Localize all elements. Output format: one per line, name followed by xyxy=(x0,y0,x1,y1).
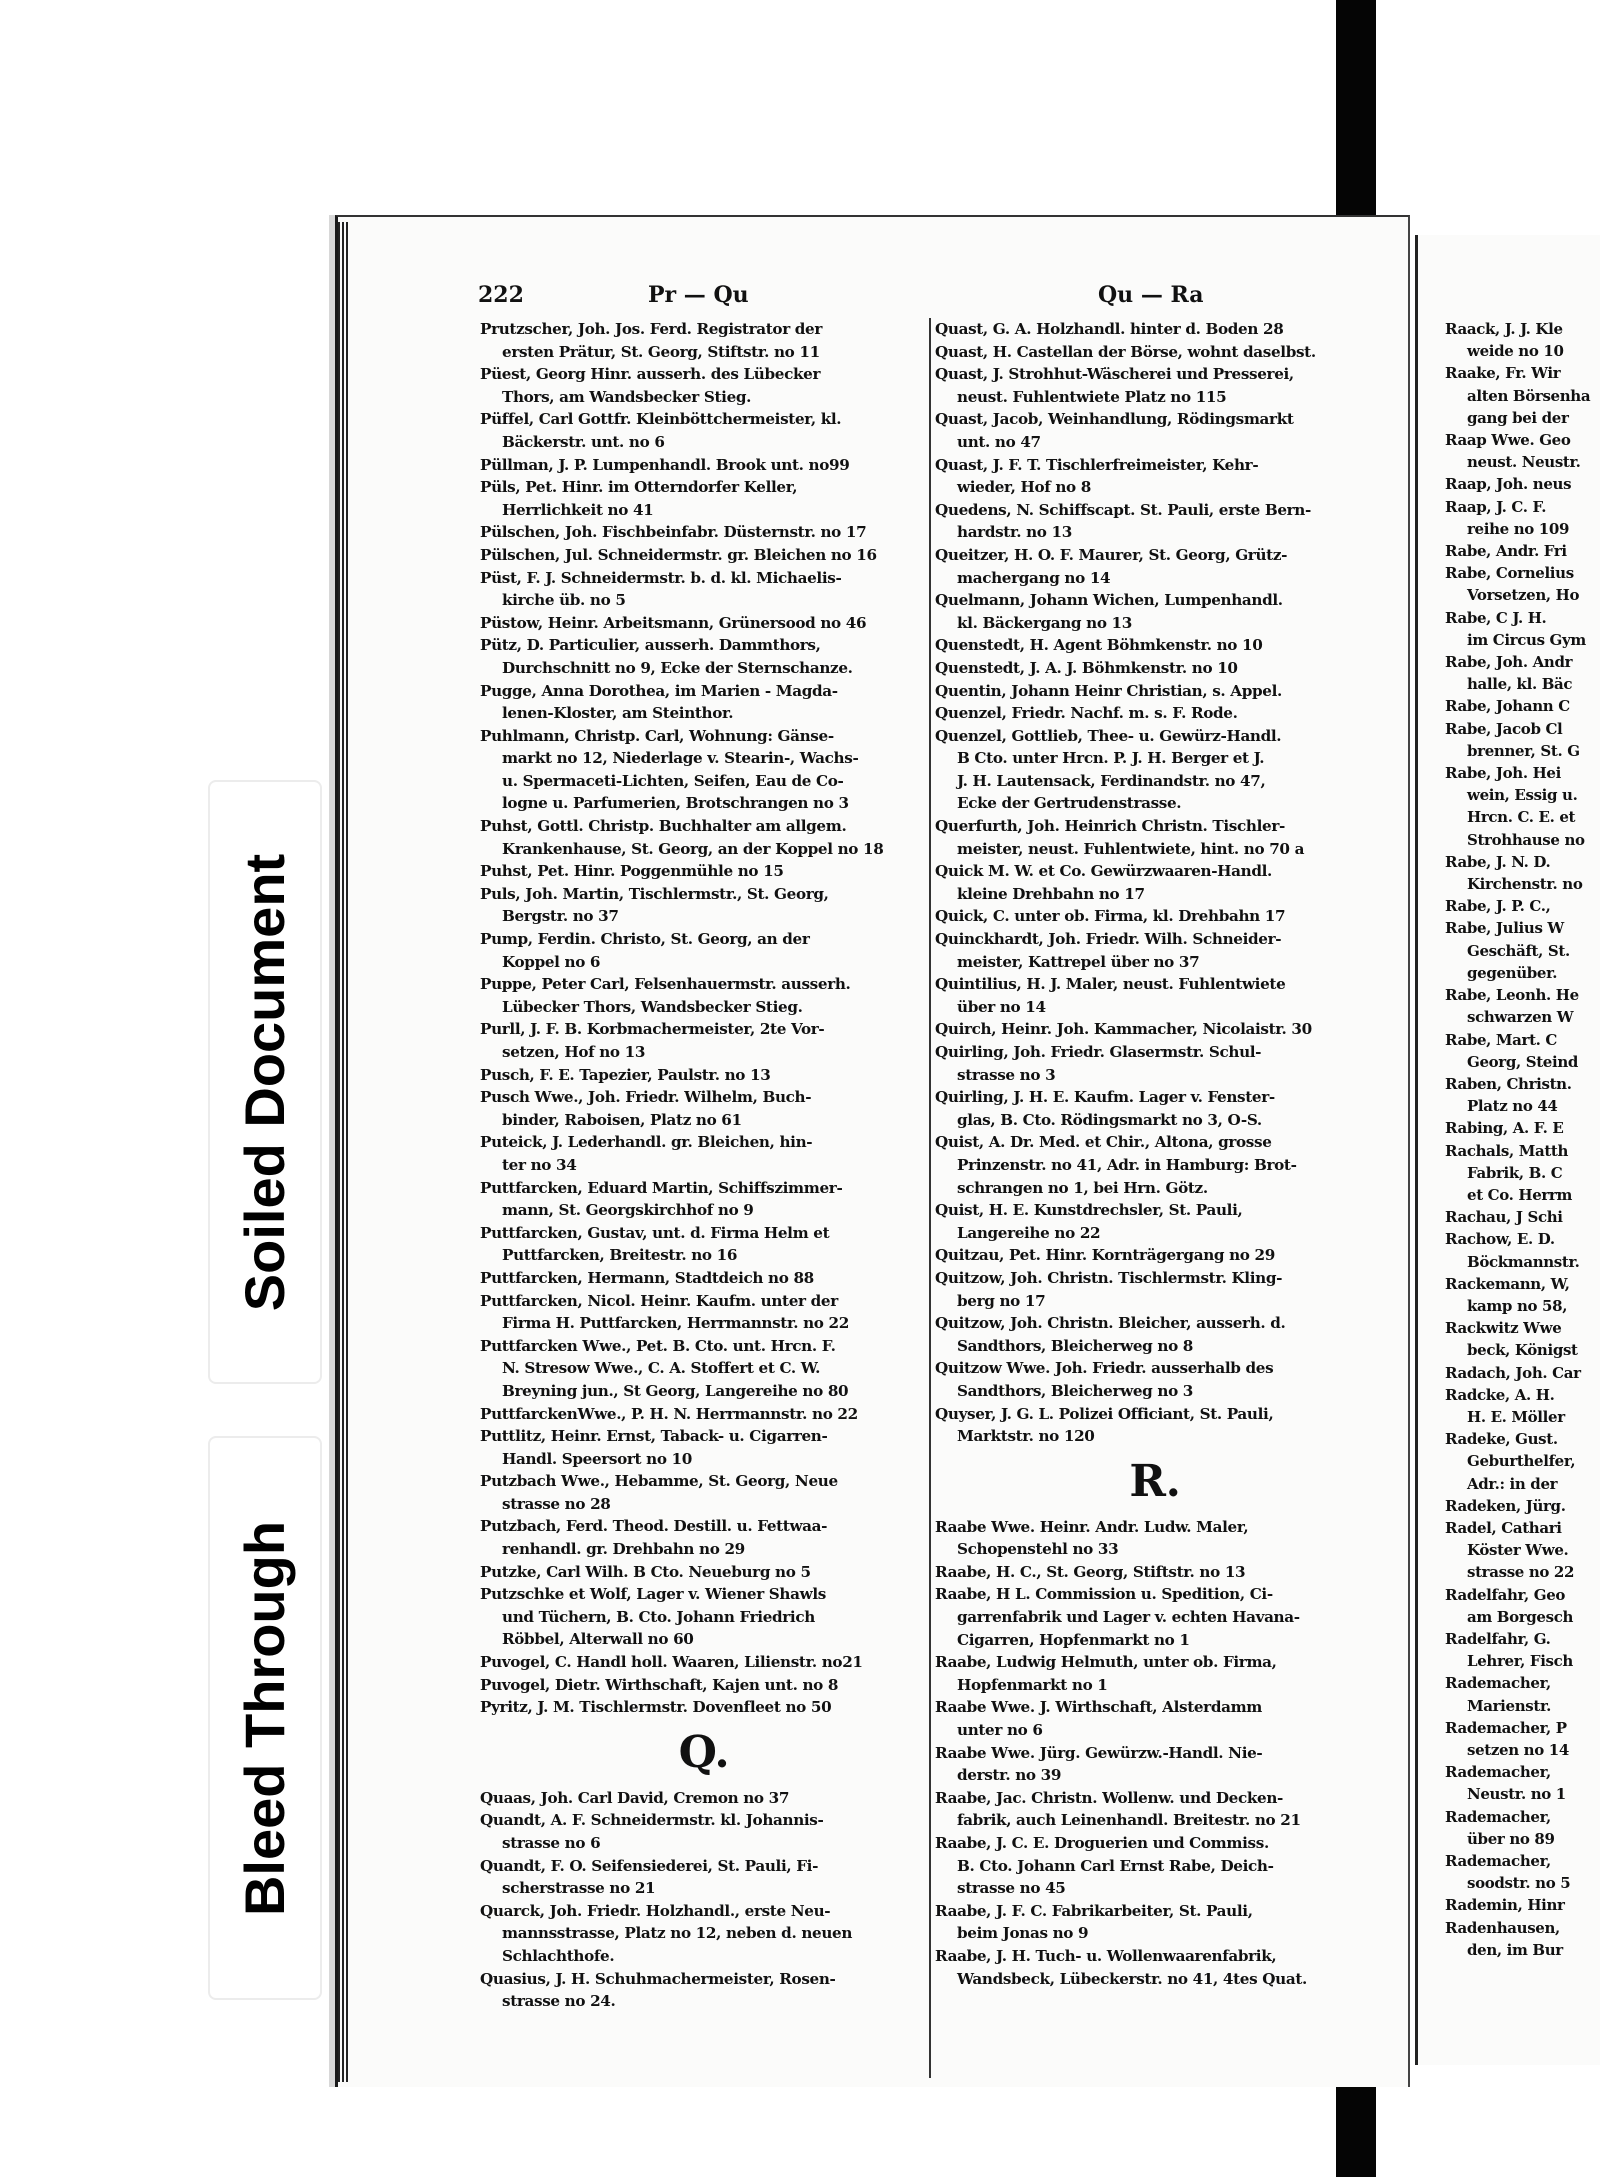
directory-entry-line: Püffel, Carl Gottfr. Kleinböttchermeister, kl. xyxy=(480,410,842,429)
directory-entry-line: Sandthors, Bleicherweg no 3 xyxy=(957,1381,1193,1400)
directory-entry-line: meister, neust. Fuhlentwiete, hint. no 70 a xyxy=(957,839,1305,858)
directory-entry-line: Pusch, F. E. Tapezier, Paulstr. no 13 xyxy=(480,1065,771,1084)
directory-entry-line: J. H. Lautensack, Ferdinandstr. no 47, xyxy=(957,771,1266,790)
directory-entry-line: kamp no 58, xyxy=(1467,1296,1568,1315)
directory-entry-line: Püst, F. J. Schneidermstr. b. d. kl. Michaelis- xyxy=(480,568,842,587)
directory-entry-line: Pyritz, J. M. Tischlermstr. Dovenfleet no 50 xyxy=(480,1698,832,1717)
directory-entry-line: Kirchenstr. no xyxy=(1467,875,1583,894)
directory-entry-line: Fabrik, B. C xyxy=(1467,1163,1563,1182)
directory-entry-line: Quirling, J. H. E. Kaufm. Lager v. Fenster- xyxy=(935,1088,1275,1107)
directory-entry-line: Puhst, Pet. Hinr. Poggenmühle no 15 xyxy=(480,862,784,881)
directory-entry-line: beck, Königst xyxy=(1467,1341,1578,1360)
directory-entry-line: brenner, St. G xyxy=(1467,741,1580,760)
directory-entry-line: Wandsbeck, Lübeckerstr. no 41, 4tes Quat. xyxy=(957,1969,1307,1988)
directory-entry-line: Bergstr. no 37 xyxy=(502,907,619,926)
directory-entry-line: Raap, J. C. F. xyxy=(1445,497,1547,516)
directory-entry-line: ersten Prätur, St. Georg, Stiftstr. no 11 xyxy=(502,342,820,361)
directory-entry-line: den, im Bur xyxy=(1467,1940,1563,1959)
directory-entry-line: Radelfahr, G. xyxy=(1445,1629,1551,1648)
page-number: 222 xyxy=(478,282,524,308)
directory-entry-line: Puteick, J. Lederhandl. gr. Bleichen, hin- xyxy=(480,1133,813,1152)
directory-entry-line: schrangen no 1, bei Hrn. Götz. xyxy=(957,1178,1208,1197)
directory-entry-line: Firma H. Puttfarcken, Herrmannstr. no 22 xyxy=(502,1314,849,1333)
directory-entry-line: über no 89 xyxy=(1467,1829,1555,1848)
directory-entry-line: Sandthors, Bleicherweg no 8 xyxy=(957,1336,1193,1355)
directory-entry-line: Hrcn. C. E. et xyxy=(1467,808,1576,827)
directory-entry-line: Rackwitz Wwe xyxy=(1445,1319,1562,1338)
directory-entry-line: Geschäft, St. xyxy=(1467,941,1570,960)
directory-entry-line: gegenüber. xyxy=(1467,963,1558,982)
directory-entry-line: Püls, Pet. Hinr. im Otterndorfer Keller, xyxy=(480,478,798,497)
directory-entry-line: Quelmann, Johann Wichen, Lumpenhandl. xyxy=(935,591,1283,610)
directory-entry-line: und Tüchern, B. Cto. Johann Friedrich xyxy=(502,1607,815,1626)
header-right-range: Qu — Ra xyxy=(1098,282,1204,308)
directory-entry-line: Radcke, A. H. xyxy=(1445,1385,1555,1404)
directory-entry-line: Pülschen, Jul. Schneidermstr. gr. Bleichen no 16 xyxy=(480,545,877,564)
directory-entry-line: Rabe, Johann C xyxy=(1445,697,1570,716)
directory-entry-line: Quast, J. F. T. Tischlerfreimeister, Kehr- xyxy=(935,455,1259,474)
directory-entry-line: Quick M. W. et Co. Gewürzwaaren-Handl. xyxy=(935,862,1272,881)
directory-entry-line: alten Börsenha xyxy=(1467,386,1591,405)
directory-entry-line: glas, B. Cto. Rödingsmarkt no 3, O-S. xyxy=(957,1110,1262,1129)
directory-entry-line: Cigarren, Hopfenmarkt no 1 xyxy=(957,1630,1190,1649)
directory-entry-line: strasse no 45 xyxy=(957,1879,1066,1898)
directory-entry-line: PuttfarckenWwe., P. H. N. Herrmannstr. no 22 xyxy=(480,1404,858,1423)
directory-entry-line: weide no 10 xyxy=(1467,342,1564,361)
directory-entry-line: Prutzscher, Joh. Jos. Ferd. Registrator der xyxy=(480,320,823,338)
directory-entry-line: N. Stresow Wwe., C. A. Stoffert et C. W. xyxy=(502,1359,821,1378)
directory-entry-line: Rademacher, xyxy=(1445,1807,1551,1826)
directory-entry-line: Puttfarcken, Nicol. Heinr. Kaufm. unter der xyxy=(480,1291,838,1310)
directory-entry-line: Langereihe no 22 xyxy=(957,1223,1101,1242)
directory-entry-line: wein, Essig u. xyxy=(1467,786,1578,805)
directory-entry-line: Breyning jun., St Georg, Langereihe no 80 xyxy=(502,1381,849,1400)
directory-entry-line: Rabe, Julius W xyxy=(1445,919,1564,938)
directory-entry-line: Pülschen, Joh. Fischbeinfabr. Düsternstr. no 17 xyxy=(480,523,867,542)
directory-entry-line: Püest, Georg Hinr. ausserh. des Lübecker xyxy=(480,365,821,384)
directory-entry-line: Puttfarcken, Gustav, unt. d. Firma Helm et xyxy=(480,1223,830,1242)
directory-entry-line: Marienstr. xyxy=(1467,1696,1551,1715)
directory-entry-line: Rachals, Matth xyxy=(1445,1141,1569,1160)
directory-entry-line: Vorsetzen, Ho xyxy=(1467,586,1580,605)
directory-entry-line: gang bei der xyxy=(1467,408,1569,427)
directory-entry-line: Radeken, Jürg. xyxy=(1445,1496,1566,1515)
directory-entry-line: Quenstedt, H. Agent Böhmkenstr. no 10 xyxy=(935,636,1263,655)
directory-entry-line: Rachau, J Schi xyxy=(1445,1208,1563,1227)
directory-entry-line: Quenstedt, J. A. J. Böhmkenstr. no 10 xyxy=(935,658,1238,677)
directory-entry-line: markt no 12, Niederlage v. Stearin-, Wachs- xyxy=(502,749,859,768)
directory-entry-line: kl. Bäckergang no 13 xyxy=(957,613,1132,632)
directory-entry-line: scherstrasse no 21 xyxy=(502,1879,656,1898)
directory-entry-line: mannsstrasse, Platz no 12, neben d. neuen xyxy=(502,1924,853,1943)
directory-entry-line: renhandl. gr. Drehbahn no 29 xyxy=(502,1540,745,1559)
directory-entry-line: Schlachthofe. xyxy=(502,1946,615,1965)
directory-entry-line: Raabe Wwe. J. Wirthschaft, Alsterdamm xyxy=(935,1698,1263,1717)
directory-entry-line: fabrik, auch Leinenhandl. Breitestr. no 21 xyxy=(957,1811,1301,1830)
directory-entry-line: et Co. Herrm xyxy=(1467,1185,1573,1204)
directory-entry-line: Bäckerstr. unt. no 6 xyxy=(502,432,665,451)
directory-entry-line: ter no 34 xyxy=(502,1155,577,1174)
directory-entry-line: lenen-Kloster, am Steinthor. xyxy=(502,704,734,723)
directory-entry-line: Thors, am Wandsbecker Stieg. xyxy=(502,387,752,406)
directory-entry-line: Quick, C. unter ob. Firma, kl. Drehbahn 17 xyxy=(935,907,1286,926)
directory-entry-line: reihe no 109 xyxy=(1467,519,1570,538)
directory-entry-line: soodstr. no 5 xyxy=(1467,1874,1571,1893)
middle-column xyxy=(935,318,1375,2088)
directory-entry-line: Püllman, J. P. Lumpenhandl. Brook unt. no99 xyxy=(480,455,850,474)
bleed-through-label xyxy=(210,1438,320,1998)
directory-entry-line: Puppe, Peter Carl, Felsenhauermstr. ausserh. xyxy=(480,975,851,994)
directory-entry-line: Radeke, Gust. xyxy=(1445,1430,1558,1449)
directory-entry-line: Raabe, H L. Commission u. Spedition, Ci- xyxy=(935,1585,1273,1604)
directory-entry-line: Röbbel, Alterwall no 60 xyxy=(502,1630,694,1649)
directory-entry-line: Radach, Joh. Car xyxy=(1445,1363,1581,1382)
directory-entry-line: strasse no 28 xyxy=(502,1494,611,1513)
directory-entry-line: wieder, Hof no 8 xyxy=(957,478,1091,497)
directory-entry-line: Schopenstehl no 33 xyxy=(957,1540,1119,1559)
directory-entry-line: strasse no 6 xyxy=(502,1834,601,1852)
directory-entry-line: Lübecker Thors, Wandsbecker Stieg. xyxy=(502,997,803,1016)
directory-entry-line: Quitzow, Joh. Christn. Tischlermstr. Kling- xyxy=(935,1268,1283,1287)
directory-entry-line: am Borgesch xyxy=(1467,1607,1574,1626)
directory-entry-line: Platz no 44 xyxy=(1467,1097,1558,1116)
directory-entry-line: Rackemann, W, xyxy=(1445,1274,1570,1293)
directory-entry-line: Putzschke et Wolf, Lager v. Wiener Shawls xyxy=(480,1585,826,1604)
directory-entry-line: Quasius, J. H. Schuhmachermeister, Rosen- xyxy=(480,1969,836,1988)
directory-entry-line: Raabe Wwe. Heinr. Andr. Ludw. Maler, xyxy=(935,1517,1249,1536)
directory-entry-line: Quast, J. Strohhut-Wäscherei und Presserei, xyxy=(935,365,1294,384)
directory-entry-line: neust. Fuhlentwiete Platz no 115 xyxy=(957,387,1227,406)
directory-entry-line: Rademacher, xyxy=(1445,1852,1551,1871)
directory-entry-line: Hopfenmarkt no 1 xyxy=(957,1675,1108,1694)
directory-entry-line: B Cto. unter Hrcn. P. J. H. Berger et J. xyxy=(957,749,1265,768)
directory-entry-line: Raack, J. J. Kle xyxy=(1445,320,1563,338)
directory-entry-line: garrenfabrik und Lager v. echten Havana- xyxy=(957,1608,1300,1627)
directory-entry-line: Rabe, Leonh. He xyxy=(1445,986,1579,1005)
soiled-document-text: Soiled Document xyxy=(233,853,297,1311)
directory-entry-line: Puvogel, Dietr. Wirthschaft, Kajen unt. no 8 xyxy=(480,1675,839,1694)
directory-entry-line: schwarzen W xyxy=(1467,1008,1574,1027)
directory-entry-line: Quinckhardt, Joh. Friedr. Wilh. Schneider- xyxy=(935,930,1282,949)
directory-entry-line: Puttlitz, Heinr. Ernst, Taback- u. Cigarren- xyxy=(480,1427,828,1446)
directory-entry-line: Durchschnitt no 9, Ecke der Sternschanze. xyxy=(502,658,853,677)
directory-entry-line: Puttfarcken, Breitestr. no 16 xyxy=(502,1246,738,1265)
directory-entry-line: Quandt, F. O. Seifensiederei, St. Pauli, Fi- xyxy=(480,1856,819,1875)
directory-entry-line: Raabe, Ludwig Helmuth, unter ob. Firma, xyxy=(935,1653,1277,1672)
directory-entry-line: Raabe, Jac. Christn. Wollenw. und Decken- xyxy=(935,1788,1284,1807)
directory-entry-line: Marktstr. no 120 xyxy=(957,1427,1095,1446)
directory-entry-line: Rabe, J. N. D. xyxy=(1445,852,1551,871)
directory-entry-line: Pütz, D. Particulier, ausserh. Dammthors, xyxy=(480,636,821,655)
directory-entry-line: Quarck, Joh. Friedr. Holzhandl., erste Neu- xyxy=(480,1901,831,1920)
directory-entry-line: Raap Wwe. Geo xyxy=(1445,431,1571,450)
facing-page-column xyxy=(1445,318,1600,2078)
section-letter: Q. xyxy=(678,1726,730,1778)
directory-entry-line: Strohhause no xyxy=(1467,830,1585,849)
directory-entry-line: neust. Neustr. xyxy=(1467,453,1581,472)
directory-entry-line: Rachow, E. D. xyxy=(1445,1230,1555,1249)
directory-entry-line: Putzke, Carl Wilh. B Cto. Neueburg no 5 xyxy=(480,1562,811,1581)
directory-entry-line: Quist, H. E. Kunstdrechsler, St. Pauli, xyxy=(935,1201,1243,1220)
directory-entry-line: Püstow, Heinr. Arbeitsmann, Grünersood no 46 xyxy=(480,613,867,632)
directory-entry-line: im Circus Gym xyxy=(1467,630,1586,649)
directory-entry-line: Pump, Ferdin. Christo, St. Georg, an der xyxy=(480,930,810,949)
directory-entry-line: hardstr. no 13 xyxy=(957,523,1072,542)
directory-entry-line: Rabe, C J. H. xyxy=(1445,608,1547,627)
directory-entry-line: Pugge, Anna Dorothea, im Marien - Magda- xyxy=(480,681,838,700)
directory-entry-line: beim Jonas no 9 xyxy=(957,1924,1089,1943)
directory-entry-line: Rabing, A. F. E xyxy=(1445,1119,1564,1138)
directory-entry-line: Quitzau, Pet. Hinr. Kornträgergang no 29 xyxy=(935,1246,1275,1265)
directory-entry-line: Puvogel, C. Handl holl. Waaren, Lilienstr. no21 xyxy=(480,1653,863,1672)
bleed-through-text: Bleed Through xyxy=(233,1520,297,1916)
directory-entry-line: Quast, Jacob, Weinhandlung, Rödingsmarkt xyxy=(935,410,1294,429)
directory-entry-line: kirche üb. no 5 xyxy=(502,591,626,610)
directory-entry-line: Rabe, Jacob Cl xyxy=(1445,719,1563,738)
left-column xyxy=(480,318,928,2088)
directory-entry-line: kleine Drehbahn no 17 xyxy=(957,884,1145,903)
directory-entry-line: Lehrer, Fisch xyxy=(1467,1652,1573,1671)
directory-entry-line: über no 14 xyxy=(957,997,1046,1016)
directory-entry-line: Radenhausen, xyxy=(1445,1918,1560,1937)
directory-entry-line: Quitzow Wwe. Joh. Friedr. ausserhalb des xyxy=(935,1359,1274,1378)
directory-entry-line: Köster Wwe. xyxy=(1467,1541,1569,1560)
directory-entry-line: unter no 6 xyxy=(957,1721,1043,1740)
directory-entry-line: Raben, Christn. xyxy=(1445,1074,1572,1093)
directory-entry-line: meister, Kattrepel über no 37 xyxy=(957,952,1200,971)
directory-entry-line: Rademacher, P xyxy=(1445,1718,1567,1737)
directory-entry-line: berg no 17 xyxy=(957,1291,1046,1310)
directory-entry-line: Handl. Speersort no 10 xyxy=(502,1449,692,1468)
directory-entry-line: Quirch, Heinr. Joh. Kammacher, Nicolaistr. 30 xyxy=(935,1020,1312,1039)
directory-entry-line: Quyser, J. G. L. Polizei Officiant, St. Pauli, xyxy=(935,1404,1274,1423)
directory-entry-line: Herrlichkeit no 41 xyxy=(502,500,654,519)
directory-entry-line: H. E. Möller xyxy=(1467,1407,1565,1426)
directory-entry-line: Raabe, J. C. E. Droguerien und Commiss. xyxy=(935,1834,1269,1852)
directory-entry-line: Georg, Steind xyxy=(1467,1052,1579,1071)
directory-entry-line: Quast, G. A. Holzhandl. hinter d. Boden 28 xyxy=(935,320,1284,338)
directory-entry-line: Queitzer, H. O. F. Maurer, St. Georg, Grütz- xyxy=(935,545,1288,564)
directory-entry-line: Radelfahr, Geo xyxy=(1445,1585,1566,1604)
directory-entry-line: Krankenhause, St. Georg, an der Koppel no 18 xyxy=(502,839,884,858)
directory-entry-line: Quentin, Johann Heinr Christian, s. Appel. xyxy=(935,681,1282,700)
directory-entry-line: Adr.: in der xyxy=(1467,1474,1558,1493)
directory-entry-line: Prinzenstr. no 41, Adr. in Hamburg: Brot- xyxy=(957,1155,1297,1174)
directory-entry-line: unt. no 47 xyxy=(957,432,1041,451)
directory-entry-line: Raabe Wwe. Jürg. Gewürzw.-Handl. Nie- xyxy=(935,1743,1263,1762)
directory-entry-line: Quandt, A. F. Schneidermstr. kl. Johannis- xyxy=(480,1811,824,1830)
directory-entry-line: Quast, H. Castellan der Börse, wohnt daselbst. xyxy=(935,342,1316,361)
directory-entry-line: Puls, Joh. Martin, Tischlermstr., St. Georg, xyxy=(480,884,829,903)
directory-entry-line: Purll, J. F. B. Korbmachermeister, 2te Vor- xyxy=(480,1020,825,1039)
directory-entry-line: Quirling, Joh. Friedr. Glasermstr. Schul- xyxy=(935,1043,1262,1061)
directory-entry-line: Raabe, H. C., St. Georg, Stiftstr. no 13 xyxy=(935,1562,1246,1581)
directory-entry-line: Raake, Fr. Wir xyxy=(1445,364,1561,383)
directory-entry-line: Raap, Joh. neus xyxy=(1445,475,1572,494)
header-left-range: Pr — Qu xyxy=(648,282,749,308)
directory-entry-line: Putzbach, Ferd. Theod. Destill. u. Fettwaa- xyxy=(480,1517,828,1536)
directory-entry-line: Quist, A. Dr. Med. et Chir., Altona, grosse xyxy=(935,1133,1272,1152)
directory-entry-line: Rabe, Joh. Hei xyxy=(1445,764,1561,783)
directory-entry-line: Koppel no 6 xyxy=(502,952,601,971)
column-divider xyxy=(929,318,931,2078)
directory-entry-line: setzen no 14 xyxy=(1467,1741,1569,1759)
directory-entry-line: Böckmannstr. xyxy=(1467,1252,1580,1271)
directory-entry-line: setzen, Hof no 13 xyxy=(502,1043,646,1061)
directory-entry-line: Querfurth, Joh. Heinrich Christn. Tischler- xyxy=(935,817,1285,836)
directory-entry-line: Quedens, N. Schiffscapt. St. Pauli, erste Bern- xyxy=(935,500,1311,519)
directory-entry-line: Quaas, Joh. Carl David, Cremon no 37 xyxy=(480,1788,790,1807)
directory-entry-line: Ecke der Gertrudenstrasse. xyxy=(957,794,1182,813)
directory-entry-line: Puttfarcken, Eduard Martin, Schiffszimmer- xyxy=(480,1178,843,1197)
directory-entry-line: Rabe, Joh. Andr xyxy=(1445,653,1573,672)
directory-entry-line: Raabe, J. F. C. Fabrikarbeiter, St. Pauli, xyxy=(935,1901,1253,1920)
directory-entry-line: Raabe, J. H. Tuch- u. Wollenwaarenfabrik, xyxy=(935,1946,1277,1965)
directory-entry-line: derstr. no 39 xyxy=(957,1766,1062,1785)
section-letter: R. xyxy=(1129,1455,1181,1507)
directory-entry-line: Neustr. no 1 xyxy=(1467,1785,1566,1804)
directory-entry-line: u. Spermaceti-Lichten, Seifen, Eau de Co- xyxy=(502,771,844,790)
directory-entry-line: Quenzel, Friedr. Nachf. m. s. F. Rode. xyxy=(935,704,1238,723)
directory-entry-line: Puhlmann, Christp. Carl, Wohnung: Gänse- xyxy=(480,726,834,745)
directory-entry-line: Rabe, J. P. C., xyxy=(1445,897,1551,916)
directory-entry-line: strasse no 3 xyxy=(957,1065,1056,1084)
directory-entry-line: Puttfarcken Wwe., Pet. B. Cto. unt. Hrcn. F. xyxy=(480,1336,836,1355)
directory-entry-line: Quitzow, Joh. Christn. Bleicher, ausserh. d. xyxy=(935,1314,1286,1333)
directory-entry-line: Pusch Wwe., Joh. Friedr. Wilhelm, Buch- xyxy=(480,1088,812,1107)
directory-entry-line: Geburthelfer, xyxy=(1467,1452,1576,1471)
directory-entry-line: Puhst, Gottl. Christp. Buchhalter am allgem. xyxy=(480,817,847,836)
directory-entry-line: strasse no 22 xyxy=(1467,1563,1575,1582)
directory-entry-line: mann, St. Georgskirchhof no 9 xyxy=(502,1201,754,1220)
directory-entry-line: binder, Raboisen, Platz no 61 xyxy=(502,1110,742,1129)
directory-entry-line: Puttfarcken, Hermann, Stadtdeich no 88 xyxy=(480,1268,814,1287)
page-stack-edge xyxy=(338,222,348,2082)
directory-entry-line: strasse no 24. xyxy=(502,1992,616,2011)
directory-entry-line: Rademin, Hinr xyxy=(1445,1896,1565,1915)
directory-entry-line: Rademacher, xyxy=(1445,1674,1551,1693)
directory-entry-line: Quenzel, Gottlieb, Thee- u. Gewürz-Handl. xyxy=(935,726,1282,745)
directory-entry-line: Rabe, Cornelius xyxy=(1445,564,1574,583)
directory-entry-line: Putzbach Wwe., Hebamme, St. Georg, Neue xyxy=(480,1472,838,1491)
directory-entry-line: Quintilius, H. J. Maler, neust. Fuhlentwiete xyxy=(935,975,1286,994)
soiled-document-label xyxy=(210,782,320,1382)
directory-entry-line: Rabe, Andr. Fri xyxy=(1445,542,1567,561)
directory-entry-line: Radel, Cathari xyxy=(1445,1518,1562,1537)
directory-entry-line: Rademacher, xyxy=(1445,1763,1551,1782)
directory-entry-line: Rabe, Mart. C xyxy=(1445,1030,1557,1049)
directory-entry-line: logne u. Parfumerien, Brotschrangen no 3 xyxy=(502,794,849,813)
directory-entry-line: machergang no 14 xyxy=(957,568,1111,587)
directory-entry-line: halle, kl. Bäc xyxy=(1467,675,1573,694)
directory-entry-line: B. Cto. Johann Carl Ernst Rabe, Deich- xyxy=(957,1856,1274,1875)
